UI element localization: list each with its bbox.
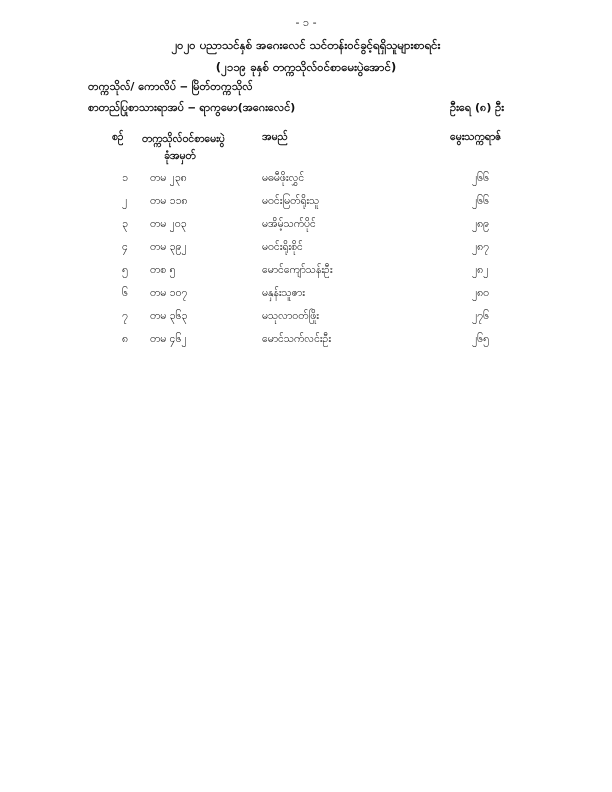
cell-candidate-number: တမ ၄၆၂ (150, 333, 187, 345)
cell-serial: ၁ (122, 172, 128, 184)
header-dob: မွေးသက္ကရာဇ် (450, 131, 502, 143)
total-count: ဦးရေ (၈) ဦး (450, 101, 505, 114)
cell-name: မောင်ကျော်သန်းဦး (262, 264, 333, 276)
document-subtitle: (၂၁၁၉ ခုနှစ် တက္ကသိုလ်ဝင်စာမေးပွဲအောင်) (215, 60, 397, 74)
cell-serial: ၇ (122, 310, 128, 322)
cell-name: မဓမီဖိုးလွှင် (262, 172, 305, 184)
header-candidate-line2: ခုံအမှတ် (164, 150, 196, 162)
cell-name: မဝင်းရိုးစိုင် (262, 241, 303, 253)
cell-dob: ၂၆၅ (472, 333, 489, 345)
header-candidate-number (142, 131, 225, 165)
cell-candidate-number: တမ ၁၁၈ (150, 195, 188, 207)
cell-candidate-number: တမ ၃၆၃ (150, 310, 188, 322)
cell-candidate-number: တစ ၅ (150, 264, 176, 276)
header-serial: စဉ် (112, 131, 124, 143)
table-row (0, 195, 612, 218)
table-row (0, 264, 612, 287)
cell-dob: ၂၆၆ (472, 172, 489, 184)
cell-candidate-number: တမ ၃၉၂ (150, 241, 187, 253)
cell-dob: ၂၈၉ (472, 218, 490, 230)
university-label: တက္ကသိုလ်/ ကောလိပ် ‒ မြိတ်တက္ကသိုလ် (88, 80, 253, 93)
page-number: - ၁ - (295, 16, 317, 29)
cell-dob: ၂၈၂ (472, 264, 489, 276)
table-row (0, 218, 612, 241)
cell-dob: ၂၈၇ (472, 241, 490, 253)
cell-candidate-number: တမ ၂၀၃ (150, 218, 187, 230)
header-name: အမည် (262, 131, 288, 143)
table-row (0, 172, 612, 195)
cell-dob: ၂၆၆ (472, 195, 489, 207)
document-title: ၂၀၂၀ ပညာသင်နှစ် အဂေးလေင် သင်တန်းဝင်ခွင့်ရရှိသူများစာရင်း (171, 38, 441, 52)
table-row (0, 310, 612, 333)
header-candidate-line1: တက္ကသိုလ်ဝင်စာမေးပွဲ (142, 133, 225, 145)
table-row (0, 333, 612, 356)
exam-center-label: စာတည်ပြုစာသားရာအပ် ‒ ရာကွမော(အဂေးလေင်) (88, 101, 296, 114)
cell-name: မအိမ့်သက်ပိုင် (262, 218, 316, 230)
cell-name: မသုလာဝတ်ဖြိုး (262, 310, 319, 322)
table-row (0, 241, 612, 264)
cell-serial: ၆ (122, 287, 128, 299)
cell-candidate-number: တမ ၂၃၈ (150, 172, 187, 184)
cell-serial: ၄ (122, 241, 128, 253)
cell-name: မဝင်းမြတ်ရိုးသူ (262, 195, 320, 207)
cell-name: မောင်သက်လင်းဦး (262, 333, 332, 345)
cell-dob: ၂၈၀ (472, 287, 490, 299)
cell-dob: ၂၇၆ (472, 310, 489, 322)
cell-serial: ၂ (122, 195, 128, 207)
cell-serial: ၈ (122, 333, 128, 345)
cell-serial: ၅ (122, 264, 128, 276)
cell-candidate-number: တမ ၁၀၇ (150, 287, 188, 299)
cell-name: မနှန်းသူဇား (262, 287, 305, 299)
table-row (0, 287, 612, 310)
results-table (0, 172, 612, 356)
cell-serial: ၃ (122, 218, 128, 230)
